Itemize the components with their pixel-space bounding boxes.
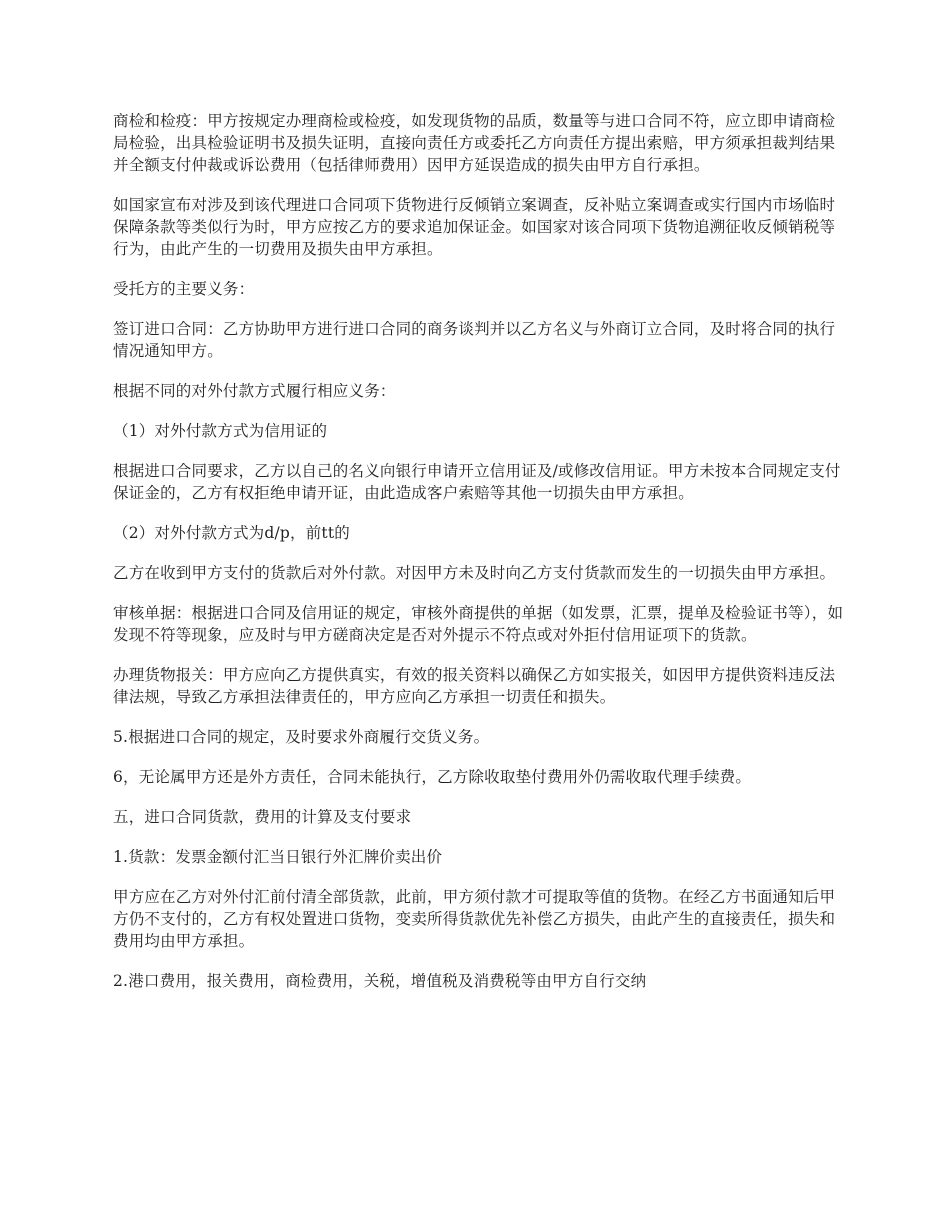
subheading-dp-tt: （2）对外付款方式为d/p，前tt的 [113, 524, 350, 542]
heading-trustee-obligations: 受托方的主要义务： [113, 280, 255, 298]
paragraph-payment-terms: 甲方应在乙方对外付汇前付清全部货款，此前，甲方须付款才可提取等值的货物。在经乙方书面通知后甲方仍不支付的，乙方有权处置进口货物，变卖所得货款优先补偿乙方损失，由此产生的直接责任，损失和费用均由甲方承担。 [113, 888, 836, 950]
paragraph-payment-item-2: 2.港口费用，报关费用，商检费用，关税，增值税及消费税等由甲方自行交纳 [113, 972, 647, 990]
paragraph-anti-dumping: 如国家宣布对涉及到该代理进口合同项下货物进行反倾销立案调查，反补贴立案调查或实行国内市场临时保障条款等类似行为时，甲方应按乙方的要求追加保证金。如国家对该合同项下货物追溯征收反倾销税等行为，由此产生的一切费用及损失由甲方承担。 [113, 196, 836, 258]
paragraph-payment-item-1: 1.货款：发票金额付汇当日银行外汇牌价卖出价 [113, 848, 443, 866]
paragraph-inspection-quarantine: 商检和检疫：甲方按规定办理商检或检疫，如发现货物的品质，数量等与进口合同不符，应立即申请商检局检验，出具检验证明书及损失证明，直接向责任方或委托乙方向责任方提出索赔，甲方须承担裁判结果并全额支付仲裁或诉讼费用（包括律师费用）因甲方延误造成的损失由甲方自行承担。 [113, 112, 836, 174]
paragraph-item-5: 5.根据进口合同的规定，及时要求外商履行交货义务。 [113, 728, 490, 746]
section-heading-payment: 五，进口合同货款，费用的计算及支付要求 [113, 808, 412, 826]
paragraph-letter-of-credit: 根据进口合同要求，乙方以自己的名义向银行申请开立信用证及/或修改信用证。甲方未按本合同规定支付保证金的，乙方有权拒绝申请开证，由此造成客户索赔等其他一切损失由甲方承担。 [113, 462, 841, 502]
document-body [113, 110, 849, 1010]
paragraph-sign-import-contract: 签订进口合同：乙方协助甲方进行进口合同的商务谈判并以乙方名义与外商订立合同，及时将合同的执行情况通知甲方。 [113, 320, 836, 360]
paragraph-customs-declaration: 办理货物报关：甲方应向乙方提供真实，有效的报关资料以确保乙方如实报关，如因甲方提供资料违反法律法规，导致乙方承担法律责任的，甲方应向乙方承担一切责任和损失。 [113, 666, 836, 706]
paragraph-review-documents: 审核单据：根据进口合同及信用证的规定，审核外商提供的单据（如发票，汇票，提单及检验证书等），如发现不符等现象，应及时与甲方磋商决定是否对外提示不符点或对外拒付信用证项下的货款。 [113, 604, 844, 644]
subheading-letter-of-credit: （1）对外付款方式为信用证的 [113, 422, 328, 440]
paragraph-item-6: 6，无论属甲方还是外方责任，合同未能执行，乙方除收取垫付费用外仍需收取代理手续费。 [113, 768, 752, 786]
paragraph-payment-obligations: 根据不同的对外付款方式履行相应义务： [113, 382, 396, 400]
paragraph-dp-tt: 乙方在收到甲方支付的货款后对外付款。对因甲方未及时向乙方支付货款而发生的一切损失由甲方承担。 [113, 564, 836, 582]
